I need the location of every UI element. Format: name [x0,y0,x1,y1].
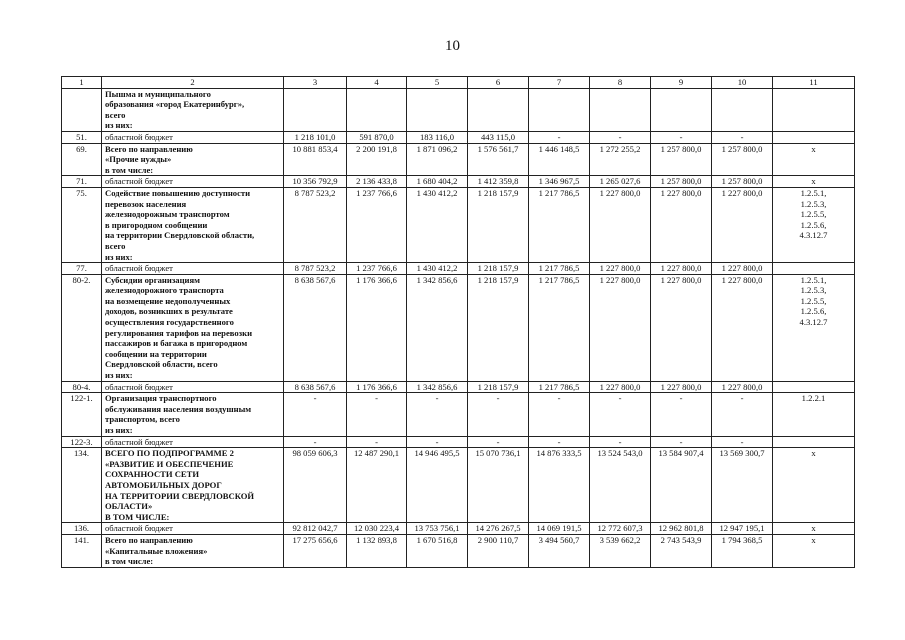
value-cell: 443 115,0 [468,131,529,143]
table-row [62,176,855,188]
value-cell: 12 030 223,4 [347,523,407,535]
row-number-cell: 122-3. [62,436,102,448]
value-cell: - [712,436,773,448]
row-name-line: Всего по направлению [105,534,193,545]
value-cell: 1 794 368,5 [712,534,773,567]
value-cell: - [468,436,529,448]
value-cell: 1 227 800,0 [712,263,773,275]
value-cell: 1 218 101,0 [284,131,347,143]
value-cell: 12 772 607,3 [590,523,651,535]
value-cell: 1 227 800,0 [712,187,773,262]
target-indicator-line: x [811,523,816,534]
value-cell [347,88,407,131]
target-indicator-line: 1.2.5.6, [800,306,827,317]
row-name-line: областной бюджет [105,176,173,187]
value-cell: 1 227 800,0 [712,274,773,381]
row-name-line: из них: [105,425,133,435]
target-indicator-line: 1.2.5.3, [800,285,827,296]
value-cell: 98 059 606,3 [284,448,347,523]
value-cell: 1 227 800,0 [651,274,712,381]
value-cell: 1 237 766,6 [347,263,407,275]
value-cell: 1 237 766,6 [347,187,407,262]
target-indicator-cell [773,436,855,448]
value-cell: - [529,436,590,448]
target-indicator-line: x [811,534,816,545]
target-indicator-cell [773,448,855,523]
value-cell: 1 670 516,8 [407,534,468,567]
value-cell: 1 227 800,0 [590,263,651,275]
row-name-line: регулирования тарифов на перевозки [105,327,253,338]
value-cell: 13 753 756,1 [407,523,468,535]
target-indicator-cell [773,534,855,567]
row-name-line: осуществления государственного [105,317,234,328]
value-cell: - [651,393,712,436]
row-name-line: обслуживания населения воздушным [105,403,252,414]
row-number-cell: 69. [62,143,102,176]
target-indicator-cell [773,131,855,143]
row-name-line: СОХРАННОСТИ СЕТИ [105,469,200,480]
value-cell: 1 430 412,2 [407,187,468,262]
value-cell: 1 227 800,0 [590,274,651,381]
value-cell: 1 217 786,5 [529,263,590,275]
value-cell: 1 227 800,0 [712,381,773,393]
row-name-cell [102,534,284,567]
budget-table [61,76,855,568]
value-cell: - [590,393,651,436]
row-name-line: областной бюджет [105,131,173,142]
value-cell: 12 962 801,8 [651,523,712,535]
value-cell: 2 900 110,7 [468,534,529,567]
row-name-cell [102,448,284,523]
value-cell: 1 257 800,0 [651,176,712,188]
value-cell [407,88,468,131]
target-indicator-cell [773,523,855,535]
table-row [62,263,855,275]
header-cell: 8 [590,77,651,89]
table-row [62,131,855,143]
table-row [62,381,855,393]
row-name-line: Пышма и муниципального [105,88,211,99]
row-name-cell [102,436,284,448]
value-cell: 183 116,0 [407,131,468,143]
value-cell: - [651,436,712,448]
row-name-cell [102,143,284,176]
value-cell: 1 132 893,8 [347,534,407,567]
row-name-cell [102,263,284,275]
value-cell: 1 227 800,0 [651,381,712,393]
value-cell: - [284,393,347,436]
row-name-line: железнодорожным транспортом [105,209,230,220]
row-name-line: в том числе: [105,556,154,567]
value-cell: 1 218 157,9 [468,274,529,381]
row-name-line: «Капитальные вложения» [105,545,208,556]
header-cell: 4 [347,77,407,89]
row-name-line: сообщении на территории [105,348,207,359]
value-cell [529,88,590,131]
target-indicator-cell [773,274,855,381]
value-cell: 1 217 786,5 [529,381,590,393]
value-cell: 591 870,0 [347,131,407,143]
target-indicator-cell [773,88,855,131]
row-name-line: НА ТЕРРИТОРИИ СВЕРДЛОВСКОЙ [105,490,255,501]
table-row [62,523,855,535]
value-cell: 1 412 359,8 [468,176,529,188]
value-cell: 2 200 191,8 [347,143,407,176]
header-cell: 2 [102,77,284,89]
row-name-line: Всего по направлению [105,143,193,154]
row-name-line: АВТОМОБИЛЬНЫХ ДОРОГ [105,479,222,490]
value-cell: 1 446 148,5 [529,143,590,176]
value-cell: 17 275 656,6 [284,534,347,567]
target-indicator-line: 4.3.12.7 [799,230,828,241]
value-cell: 3 494 560,7 [529,534,590,567]
value-cell: - [712,131,773,143]
target-indicator-cell [773,143,855,176]
row-name-line: транспортом, всего [105,414,180,425]
row-name-line: областной бюджет [105,381,173,392]
row-number-cell: 71. [62,176,102,188]
value-cell: 1 680 404,2 [407,176,468,188]
value-cell: 13 524 543,0 [590,448,651,523]
value-cell: 13 584 907,4 [651,448,712,523]
row-name-line: ОБЛАСТИ» [105,501,153,512]
target-indicator-line: 1.2.5.1, [800,274,827,285]
value-cell: 1 257 800,0 [712,176,773,188]
row-name-line: «Прочие нужды» [105,154,172,165]
target-indicator-line: 1.2.5.5, [800,209,827,220]
value-cell: 1 576 561,7 [468,143,529,176]
row-number-cell: 136. [62,523,102,535]
value-cell: - [651,131,712,143]
value-cell: 1 272 255,2 [590,143,651,176]
value-cell: 1 218 157,9 [468,381,529,393]
value-cell: 8 638 567,6 [284,274,347,381]
value-cell: - [712,393,773,436]
value-cell: - [590,436,651,448]
value-cell: 14 276 267,5 [468,523,529,535]
target-indicator-line: x [811,448,816,459]
value-cell: - [407,436,468,448]
row-name-line: областной бюджет [105,263,173,274]
value-cell: 1 342 856,6 [407,381,468,393]
row-name-line: из них: [105,370,133,381]
table-body [62,77,855,568]
header-cell: 3 [284,77,347,89]
target-indicator-line: 1.2.2.1 [801,393,826,404]
value-cell: 1 430 412,2 [407,263,468,275]
value-cell: - [529,131,590,143]
row-name-line: на территории Свердловской области, [105,230,255,241]
table-row [62,534,855,567]
row-name-cell [102,523,284,535]
row-name-cell [102,187,284,262]
row-name-line: областной бюджет [105,523,173,534]
row-name-cell [102,381,284,393]
table-row [62,274,855,381]
row-name-cell [102,131,284,143]
value-cell: 12 947 195,1 [712,523,773,535]
header-cell: 10 [712,77,773,89]
value-cell: 3 539 662,2 [590,534,651,567]
row-name-cell [102,393,284,436]
row-name-line: всего [105,109,126,120]
value-cell: - [407,393,468,436]
target-indicator-cell [773,187,855,262]
value-cell: 1 217 786,5 [529,187,590,262]
header-cell: 5 [407,77,468,89]
value-cell: - [468,393,529,436]
header-cell: 7 [529,77,590,89]
row-name-cell [102,274,284,381]
row-number-cell: 80-2. [62,274,102,381]
row-number-cell: 51. [62,131,102,143]
value-cell: 1 176 366,6 [347,274,407,381]
value-cell: 1 176 366,6 [347,381,407,393]
row-name-line: Содействие повышению доступности [105,187,251,198]
header-cell: 11 [773,77,855,89]
table-row [62,436,855,448]
header-cell: 1 [62,77,102,89]
value-cell: 8 638 567,6 [284,381,347,393]
value-cell [712,88,773,131]
table-row [62,187,855,262]
value-cell: 14 946 495,5 [407,448,468,523]
target-indicator-line: 1.2.5.3, [800,198,827,209]
header-cell: 6 [468,77,529,89]
value-cell: - [590,131,651,143]
page-number: 10 [445,38,460,54]
value-cell: 15 070 736,1 [468,448,529,523]
value-cell: 1 871 096,2 [407,143,468,176]
row-name-line: В ТОМ ЧИСЛЕ: [105,511,170,522]
row-name-line: доходов, возникших в результате [105,306,233,317]
value-cell: 10 881 853,4 [284,143,347,176]
value-cell: 1 346 967,5 [529,176,590,188]
row-number-cell [62,88,102,131]
value-cell: 10 356 792,9 [284,176,347,188]
row-name-line: из них: [105,120,133,131]
row-name-line: в пригородном сообщении [105,219,208,230]
row-name-cell [102,88,284,131]
row-name-line: на возмещение недополученных [105,295,231,306]
target-indicator-line: x [811,176,816,187]
header-row [62,77,855,89]
row-name-cell [102,176,284,188]
target-indicator-cell [773,263,855,275]
value-cell: 92 812 042,7 [284,523,347,535]
value-cell: 1 217 786,5 [529,274,590,381]
value-cell: - [347,393,407,436]
target-indicator-line: 1.2.5.6, [800,219,827,230]
row-name-line: всего [105,240,126,251]
row-number-cell: 141. [62,534,102,567]
row-number-cell: 122-1. [62,393,102,436]
value-cell: - [284,436,347,448]
value-cell [284,88,347,131]
value-cell: 14 069 191,5 [529,523,590,535]
target-indicator-cell [773,176,855,188]
target-indicator-line: 4.3.12.7 [799,317,828,328]
row-name-line: образования «город Екатеринбург», [105,99,245,110]
value-cell: 14 876 333,5 [529,448,590,523]
row-name-line: из них: [105,251,133,262]
value-cell: 1 227 800,0 [590,381,651,393]
value-cell: 1 342 856,6 [407,274,468,381]
value-cell [468,88,529,131]
value-cell: 1 227 800,0 [651,187,712,262]
value-cell: - [347,436,407,448]
value-cell: 1 218 157,9 [468,263,529,275]
value-cell: 1 227 800,0 [590,187,651,262]
target-indicator-line: 1.2.5.1, [800,187,827,198]
value-cell [590,88,651,131]
row-name-line: пассажиров и багажа в пригородном [105,338,248,349]
value-cell: 2 136 433,8 [347,176,407,188]
row-name-line: Свердловской области, всего [105,359,218,370]
value-cell: 1 265 027,6 [590,176,651,188]
row-number-cell: 134. [62,448,102,523]
table-row [62,393,855,436]
row-number-cell: 77. [62,263,102,275]
value-cell: 1 227 800,0 [651,263,712,275]
target-indicator-cell [773,393,855,436]
row-name-line: Субсидии организациям [105,274,200,285]
row-name-line: «РАЗВИТИЕ И ОБЕСПЕЧЕНИЕ [105,458,234,469]
value-cell: 8 787 523,2 [284,187,347,262]
row-name-line: в том числе: [105,164,154,175]
row-number-cell: 75. [62,187,102,262]
target-indicator-line: 1.2.5.5, [800,295,827,306]
value-cell: 1 257 800,0 [651,143,712,176]
value-cell: 1 218 157,9 [468,187,529,262]
value-cell: - [529,393,590,436]
row-name-line: перевозок населения [105,198,187,209]
value-cell [651,88,712,131]
value-cell: 1 257 800,0 [712,143,773,176]
row-name-line: железнодорожного транспорта [105,285,224,296]
row-name-line: областной бюджет [105,436,173,447]
target-indicator-cell [773,381,855,393]
row-name-line: ВСЕГО ПО ПОДПРОГРАММЕ 2 [105,448,234,459]
table-row [62,448,855,523]
value-cell: 12 487 290,1 [347,448,407,523]
row-number-cell: 80-4. [62,381,102,393]
header-cell: 9 [651,77,712,89]
row-name-line: Организация транспортного [105,393,217,404]
value-cell: 8 787 523,2 [284,263,347,275]
table-row [62,88,855,131]
target-indicator-line: x [811,143,816,154]
value-cell: 13 569 300,7 [712,448,773,523]
value-cell: 2 743 543,9 [651,534,712,567]
table-row [62,143,855,176]
